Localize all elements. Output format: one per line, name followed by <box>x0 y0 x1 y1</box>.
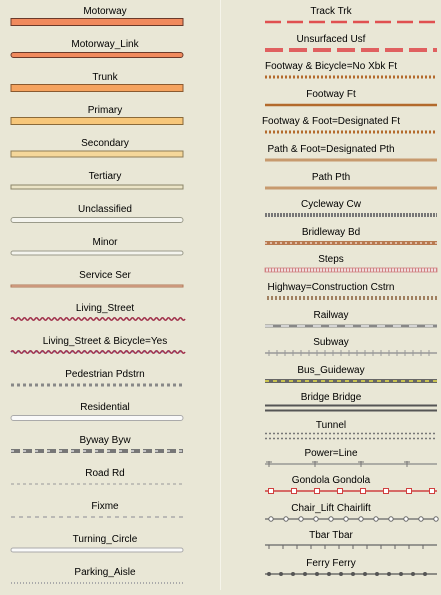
line-sample-path-foot-designated <box>221 154 441 166</box>
right-legend-item-path <box>221 172 441 200</box>
legend-label: Pedestrian Pdstrn <box>65 369 145 380</box>
legend-label: Path & Foot=Designated Pth <box>267 144 395 155</box>
legend-label: Bridleway Bd <box>301 226 361 238</box>
left-legend-item-byway <box>0 435 210 463</box>
line-sample-gondola <box>221 485 441 497</box>
legend-label: Railway <box>313 309 349 321</box>
legend-label: Motorway_Link <box>71 39 139 50</box>
left-legend-item-living-street-bicycle <box>0 336 210 364</box>
legend-label: Tunnel <box>315 420 347 431</box>
legend-label: Footway Ft <box>306 88 356 100</box>
legend-label: Bus_Guideway <box>297 364 365 376</box>
legend-label: Cycleway Cw <box>300 199 361 211</box>
line-sample-footway <box>221 99 441 111</box>
legend-label: Byway Byw <box>79 435 131 446</box>
line-sample-parking-aisle <box>0 577 210 589</box>
legend-label: Service Ser <box>79 270 131 281</box>
legend-label: Path Pth <box>311 171 351 183</box>
line-sample-motorway <box>0 16 210 28</box>
line-sample-trunk <box>0 82 210 94</box>
line-sample-bridleway <box>221 237 441 249</box>
legend-label: Tertiary <box>88 171 122 182</box>
legend-label: Primary <box>87 105 123 116</box>
left-legend-item-motorway-link <box>0 39 210 67</box>
line-sample-railway <box>221 320 441 332</box>
right-legend-item-chair-lift <box>221 503 441 531</box>
line-sample-residential <box>0 412 210 424</box>
right-legend-item-cycleway <box>221 199 441 227</box>
line-sample-chair-lift <box>221 513 441 525</box>
legend-label: Gondola Gondola <box>291 475 371 487</box>
line-sample-fixme <box>0 511 210 523</box>
right-legend-item-power-line <box>221 448 441 476</box>
right-legend-item-steps <box>221 254 441 282</box>
line-sample-pedestrian <box>0 379 210 391</box>
legend-label: Footway & Foot=Designated Ft <box>261 116 401 128</box>
line-sample-bus-guideway <box>221 375 441 387</box>
line-sample-tunnel <box>221 430 441 442</box>
legend-label: Fixme <box>91 501 119 512</box>
line-sample-ferry <box>221 568 441 580</box>
line-sample-tertiary <box>0 181 210 193</box>
line-sample-living-street <box>0 313 210 325</box>
line-sample-path <box>221 182 441 194</box>
legend-label: Tbar Tbar <box>309 530 353 542</box>
line-sample-unclassified <box>0 214 210 226</box>
line-sample-byway <box>0 445 210 457</box>
line-sample-primary <box>0 115 210 127</box>
left-legend-item-residential <box>0 402 210 430</box>
legend-label: Minor <box>92 237 118 248</box>
line-sample-unsurfaced <box>221 44 441 56</box>
left-legend-item-living-street <box>0 303 210 331</box>
legend-label: Unclassified <box>78 204 132 215</box>
line-sample-tbar <box>221 540 441 552</box>
line-sample-road <box>0 478 210 490</box>
right-legend-item-bridleway <box>221 227 441 255</box>
line-sample-footway-foot-designated <box>221 126 441 138</box>
left-legend-item-unclassified <box>0 204 210 232</box>
left-legend-item-tertiary <box>0 171 210 199</box>
line-sample-motorway-link <box>0 49 210 61</box>
line-sample-subway <box>221 347 441 359</box>
right-legend-item-path-foot-designated <box>221 144 441 172</box>
left-legend-item-trunk <box>0 72 210 100</box>
legend-label: Residential <box>80 402 130 413</box>
left-legend-item-road <box>0 468 210 496</box>
line-sample-minor <box>0 247 210 259</box>
legend-label: Trunk <box>92 72 118 83</box>
legend-label: Living_Street & Bicycle=Yes <box>42 336 168 347</box>
legend-label: Chair_Lift Chairlift <box>291 502 371 514</box>
line-sample-living-street-bicycle <box>0 346 210 358</box>
right-legend-item-footway-bicycle-no <box>221 61 441 89</box>
right-legend-item-bridge <box>221 392 441 420</box>
right-legend-item-footway-foot-designated <box>221 116 441 144</box>
legend-label: Track Trk <box>310 6 352 17</box>
right-legend-item-track <box>221 6 441 34</box>
right-legend-item-tbar <box>221 530 441 558</box>
legend-label: Secondary <box>81 138 129 149</box>
legend-label: Bridge Bridge <box>300 392 362 404</box>
left-legend-item-primary <box>0 105 210 133</box>
right-legend-item-railway <box>221 310 441 338</box>
line-sample-secondary <box>0 148 210 160</box>
right-legend-item-gondola <box>221 475 441 503</box>
legend-label: Power=Line <box>304 447 358 459</box>
line-sample-steps <box>221 264 441 276</box>
left-legend-item-turning-circle <box>0 534 210 562</box>
line-sample-power-line <box>221 458 441 470</box>
line-sample-construction <box>221 292 441 304</box>
right-legend-item-footway <box>221 89 441 117</box>
right-legend-item-construction <box>221 282 441 310</box>
left-legend-item-service <box>0 270 210 298</box>
legend-label: Unsurfaced Usf <box>296 33 366 45</box>
right-legend-item-bus-guideway <box>221 365 441 393</box>
left-legend-item-motorway <box>0 6 210 34</box>
left-legend-item-secondary <box>0 138 210 166</box>
line-sample-service <box>0 280 210 292</box>
line-sample-bridge <box>221 402 441 414</box>
left-legend-item-parking-aisle <box>0 567 210 595</box>
legend-label: Ferry Ferry <box>306 558 356 569</box>
legend-label: Footway & Bicycle=No Xbk Ft <box>265 61 397 73</box>
legend-label: Parking_Aisle <box>74 567 136 578</box>
line-sample-track <box>221 16 441 28</box>
legend-label: Turning_Circle <box>72 534 138 545</box>
left-legend-item-minor <box>0 237 210 265</box>
right-legend-item-tunnel <box>221 420 441 448</box>
legend-label: Steps <box>318 254 344 266</box>
legend-label: Highway=Construction Cstrn <box>267 282 395 293</box>
line-sample-cycleway <box>221 209 441 221</box>
legend-label: Living_Street <box>75 303 135 314</box>
right-legend-item-unsurfaced <box>221 34 441 62</box>
legend-label: Motorway <box>83 6 127 17</box>
right-legend-item-ferry <box>221 558 441 586</box>
left-legend-item-pedestrian <box>0 369 210 397</box>
legend-label: Road Rd <box>85 468 125 479</box>
line-sample-turning-circle <box>0 544 210 556</box>
right-legend-item-subway <box>221 337 441 365</box>
line-sample-footway-bicycle-no <box>221 71 441 83</box>
left-legend-item-fixme <box>0 501 210 529</box>
legend-label: Subway <box>313 337 349 349</box>
